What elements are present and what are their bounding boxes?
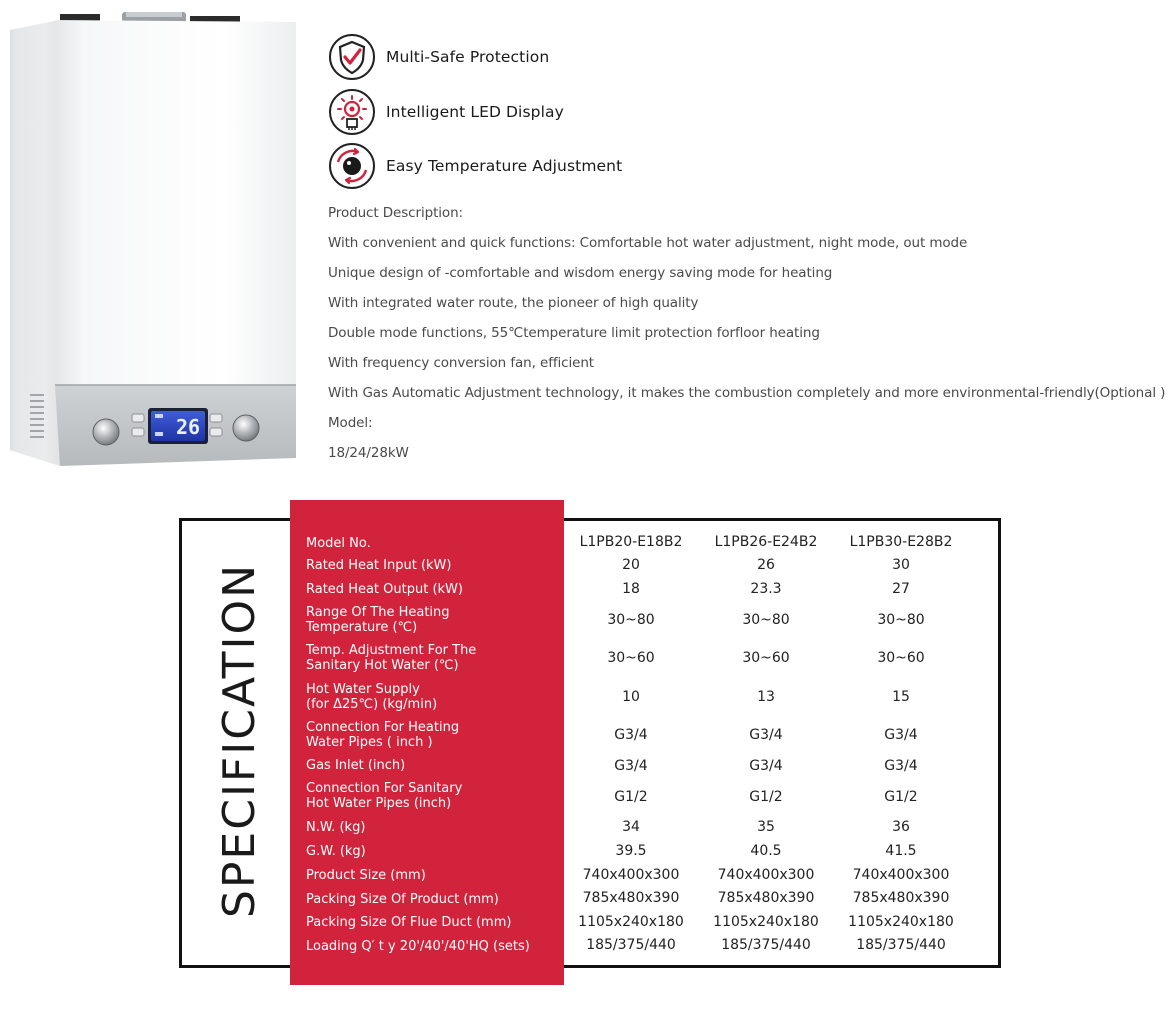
spec-row-value: 10	[622, 689, 640, 705]
spec-row-value: 20	[622, 557, 640, 573]
description-line: With convenient and quick functions: Comfortable hot water adjustment, night mode, out mode	[328, 235, 968, 251]
description-line: With frequency conversion fan, efficient	[328, 355, 594, 371]
spec-row-value: 740x400x300	[717, 867, 815, 883]
spec-row-label: Product Size (mm)	[306, 868, 426, 883]
feature-easy-temperature-adjustment	[328, 142, 622, 190]
spec-row-value: 18	[622, 581, 640, 597]
spec-row-value: 23.3	[750, 581, 782, 597]
spec-row-value: G3/4	[884, 758, 918, 774]
spec-row-value: G1/2	[614, 789, 648, 805]
spec-column-header: L1PB26-E24B2	[714, 534, 818, 550]
spec-row-label: G.W. (kg)	[306, 844, 366, 859]
spec-row-value: 15	[892, 689, 910, 705]
spec-row-label: Loading Q′ t y 20'/40'/40'HQ (sets)	[306, 939, 530, 954]
spec-row-label: Rated Heat Input (kW)	[306, 558, 452, 573]
spec-header-label: Model No.	[306, 536, 371, 551]
spec-row-label: Rated Heat Output (kW)	[306, 582, 463, 597]
spec-row-value: 30~60	[877, 650, 925, 666]
spec-row-value: 30~60	[607, 650, 655, 666]
spec-row-value: 785x480x390	[852, 890, 950, 906]
spec-row-value: 27	[892, 581, 910, 597]
feature-label: Multi-Safe Protection	[386, 48, 550, 66]
feature-label: Easy Temperature Adjustment	[386, 157, 623, 175]
spec-row-value: 185/375/440	[856, 937, 946, 953]
spec-row-label: Range Of The Heating Temperature (℃)	[306, 605, 450, 635]
spec-row-label: N.W. (kg)	[306, 820, 366, 835]
spec-row-value: 34	[622, 819, 640, 835]
spec-row-value: 30~60	[742, 650, 790, 666]
spec-row-value: 40.5	[750, 843, 782, 859]
spec-row-value: 785x480x390	[582, 890, 680, 906]
temperature-dial-icon	[328, 142, 376, 190]
spec-column-header: L1PB20-E18B2	[579, 534, 683, 550]
spec-row-label: Gas Inlet (inch)	[306, 758, 406, 773]
spec-row-value: G1/2	[884, 789, 918, 805]
spec-row-value: 36	[892, 819, 910, 835]
spec-row-value: G3/4	[614, 727, 648, 743]
spec-row-value: G3/4	[749, 727, 783, 743]
spec-row-value: 30~80	[607, 612, 655, 628]
model-label: Model:	[328, 415, 373, 431]
spec-row-value: 185/375/440	[586, 937, 676, 953]
spec-row-label: Hot Water Supply (for Δ25℃) (kg/min)	[306, 682, 438, 712]
spec-row-value: 35	[757, 819, 775, 835]
spec-row-label: Packing Size Of Product (mm)	[306, 892, 499, 907]
spec-row-value: 785x480x390	[717, 890, 815, 906]
spec-row-value: 39.5	[615, 843, 647, 859]
spec-row-value: 1105x240x180	[578, 914, 684, 930]
spec-row-label: Connection For Heating Water Pipes ( inch )	[306, 720, 460, 750]
spec-row-value: 26	[757, 557, 775, 573]
feature-intelligent-led-display	[328, 88, 564, 136]
description-line: Unique design of -comfortable and wisdom energy saving mode for heating	[328, 265, 833, 281]
description-line: Double mode functions, 55℃temperature limit protection forfloor heating	[328, 325, 820, 341]
spec-row-value: G3/4	[749, 758, 783, 774]
spec-row-value: 1105x240x180	[848, 914, 954, 930]
spec-row-value: 185/375/440	[721, 937, 811, 953]
spec-row-value: G3/4	[884, 727, 918, 743]
specification-title-text: SPECIFICATION	[214, 562, 266, 918]
spec-column-header: L1PB30-E28B2	[849, 534, 953, 550]
spec-row-label: Packing Size Of Flue Duct (mm)	[306, 915, 512, 930]
spec-row-value: 740x400x300	[582, 867, 680, 883]
led-chip-icon	[328, 88, 376, 136]
spec-row-value: G3/4	[614, 758, 648, 774]
spec-row-label: Connection For Sanitary Hot Water Pipes (inch)	[306, 781, 463, 811]
spec-row-value: 13	[757, 689, 775, 705]
feature-multi-safe-protection	[328, 33, 549, 81]
lcd-display-value: 26	[175, 415, 201, 439]
spec-row-value: 1105x240x180	[713, 914, 819, 930]
model-value: 18/24/28kW	[328, 445, 409, 461]
description-line: With Gas Automatic Adjustment technology, it makes the combustion completely and more environmental-friendly(Optional )	[328, 385, 1166, 401]
description-heading: Product Description:	[328, 205, 463, 221]
shield-check-icon	[328, 33, 376, 81]
description-line: With integrated water route, the pioneer of high quality	[328, 295, 699, 311]
spec-row-value: 30~80	[877, 612, 925, 628]
specification-title	[185, 518, 295, 962]
spec-row-value: 30	[892, 557, 910, 573]
spec-row-value: G1/2	[749, 789, 783, 805]
boiler-product-image	[0, 0, 310, 480]
spec-row-value: 41.5	[885, 843, 917, 859]
feature-label: Intelligent LED Display	[386, 103, 564, 121]
spec-row-value: 30~80	[742, 612, 790, 628]
spec-row-label: Temp. Adjustment For The Sanitary Hot Water (℃)	[306, 643, 477, 673]
spec-row-value: 740x400x300	[852, 867, 950, 883]
